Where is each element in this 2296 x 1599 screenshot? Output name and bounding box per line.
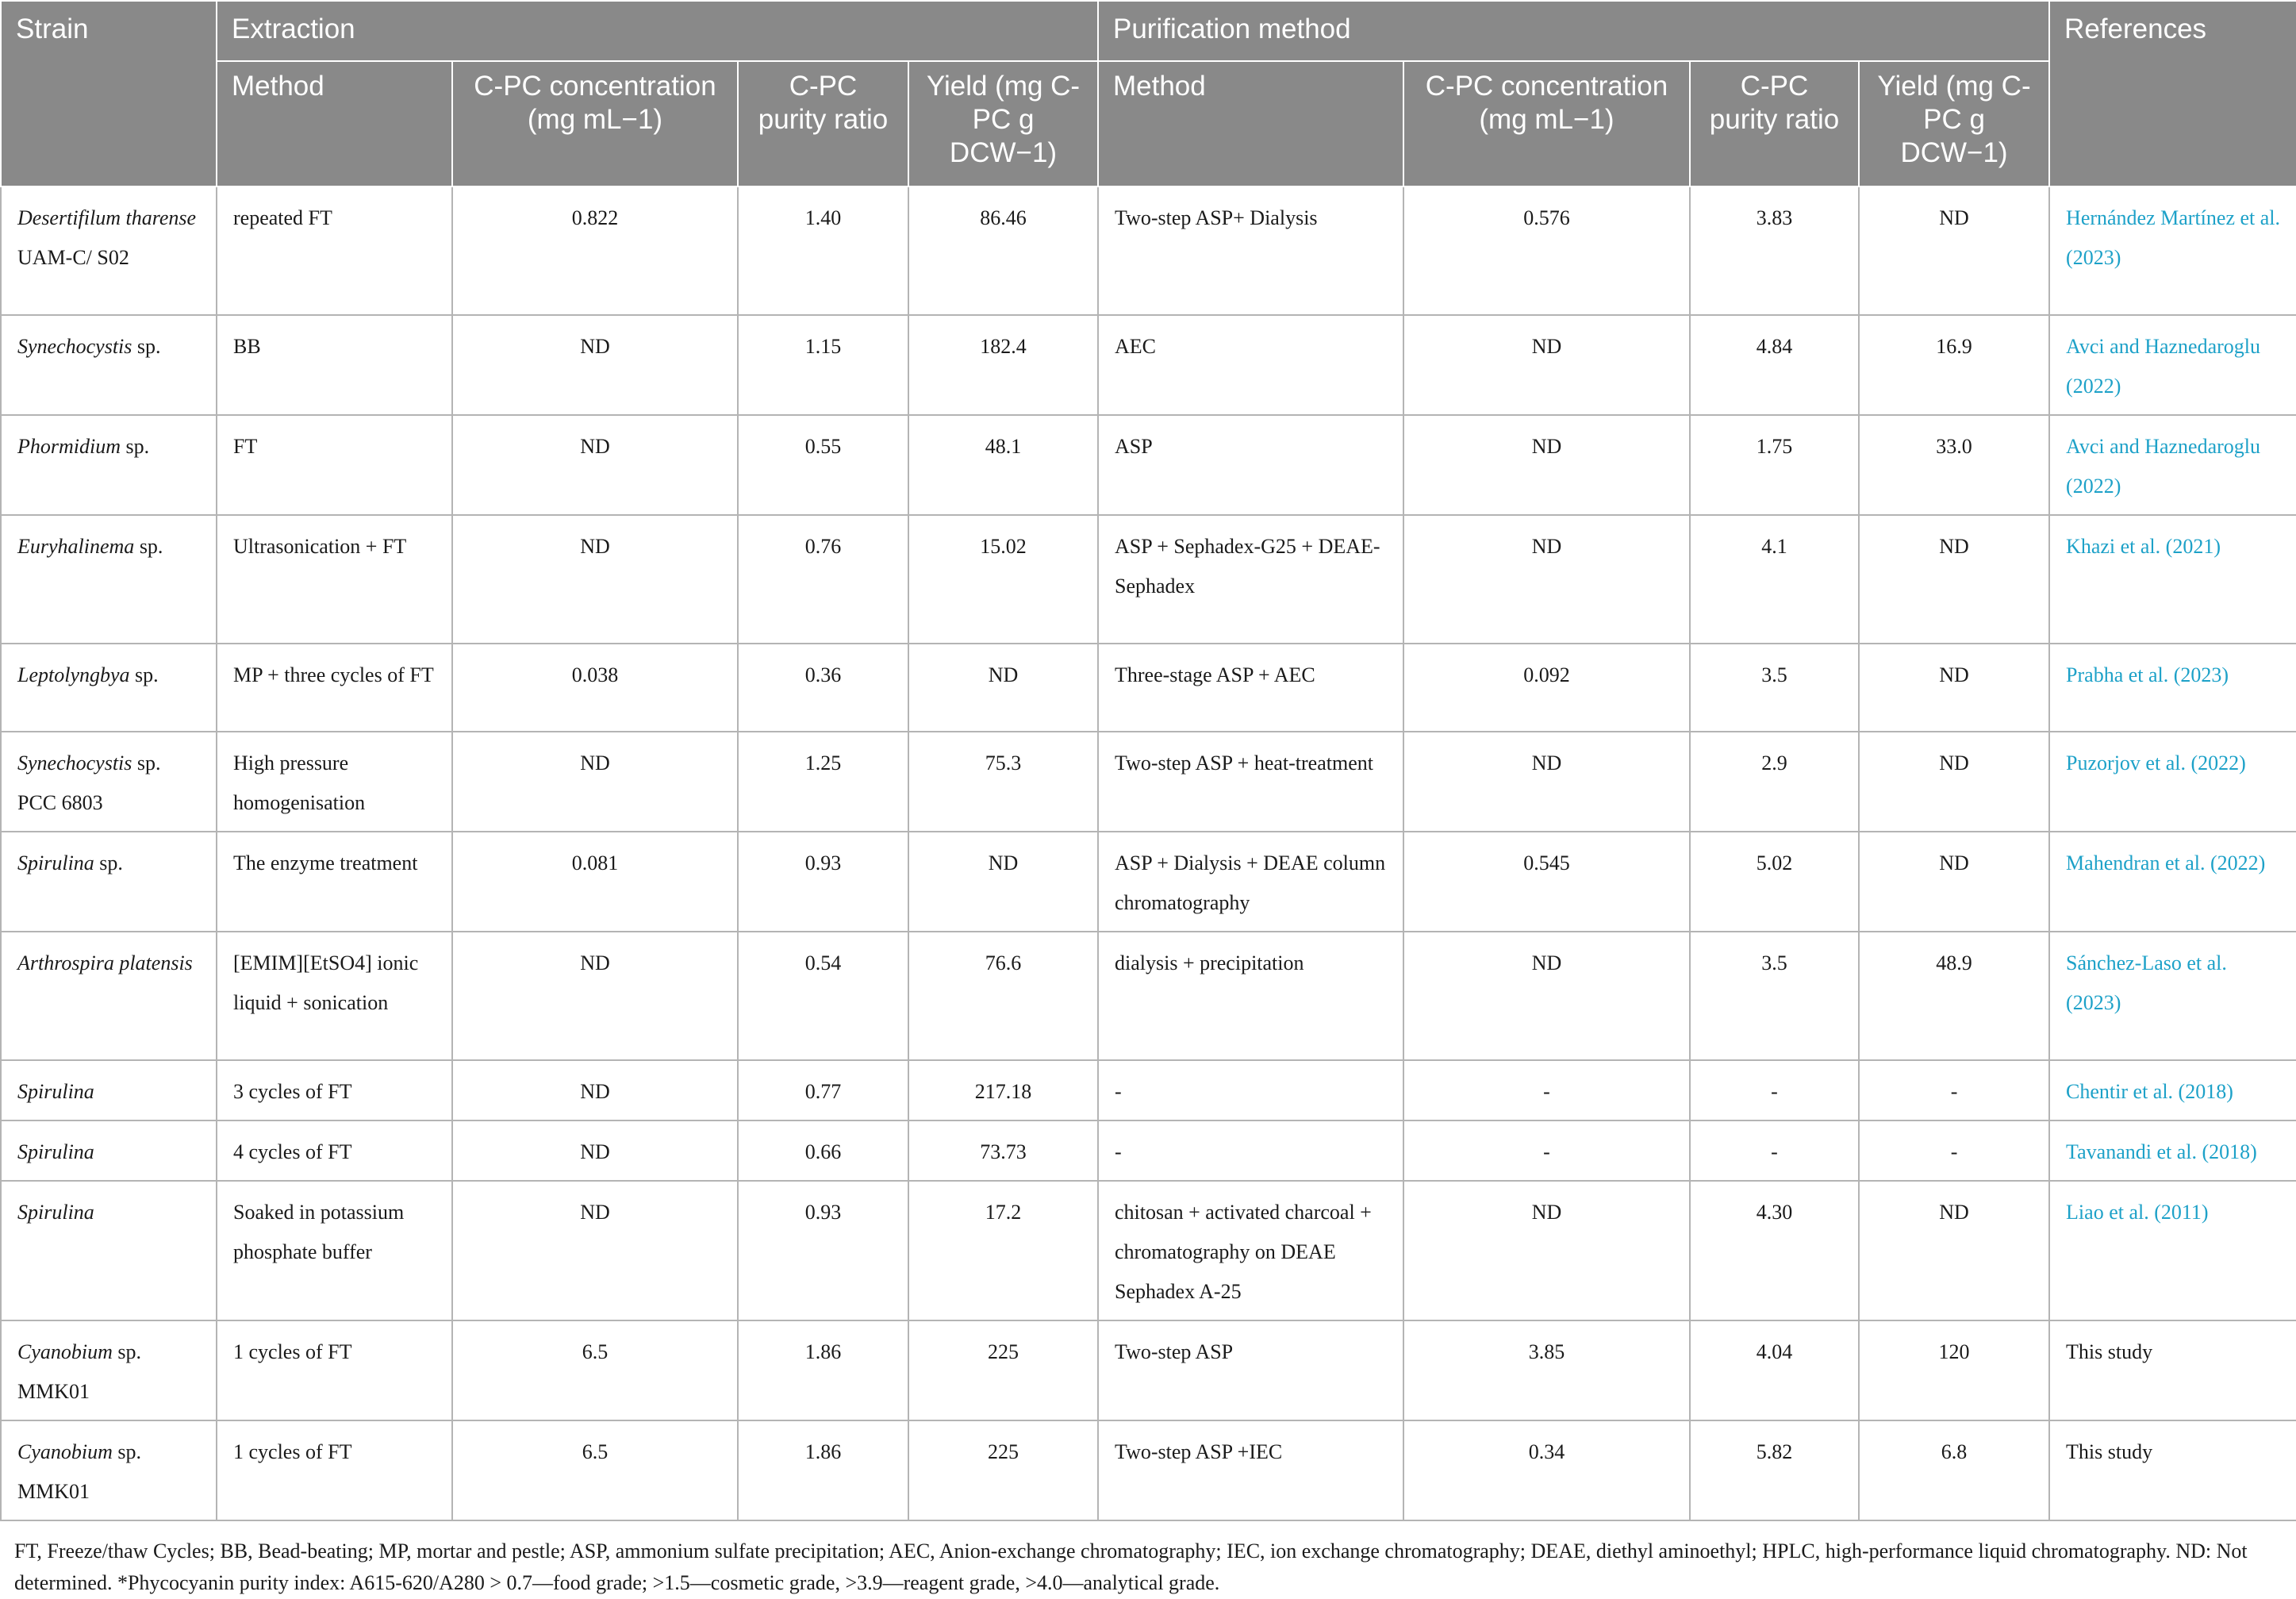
strain-genus: Leptolyngbya — [17, 663, 130, 686]
strain-cell — [1, 644, 217, 732]
strain-cell — [1, 1420, 217, 1520]
pur-method-cell: Two-step ASP — [1098, 1320, 1403, 1420]
pur-purity-cell: 2.9 — [1690, 732, 1859, 832]
table-row — [1, 1060, 2296, 1120]
ext-method-cell: 4 cycles of FT — [217, 1120, 452, 1181]
ext-method-cell: [EMIM][EtSO4] ionic liquid + sonication — [217, 932, 452, 1060]
pur-yield-cell: ND — [1859, 1181, 2049, 1320]
pur-method-cell: Two-step ASP+ Dialysis — [1098, 186, 1403, 315]
pur-concentration-cell: ND — [1403, 315, 1690, 415]
strain-suffix: sp. — [132, 335, 161, 358]
table-row — [1, 415, 2296, 515]
header-ext-purity: C-PC purity ratio — [738, 61, 908, 186]
reference-link[interactable]: Prabha et al. (2023) — [2049, 644, 2296, 732]
pur-yield-cell: 33.0 — [1859, 415, 2049, 515]
ext-yield-cell: 75.3 — [908, 732, 1098, 832]
reference-link[interactable]: Avci and Haznedaroglu (2022) — [2049, 415, 2296, 515]
ext-yield-cell: ND — [908, 644, 1098, 732]
header-references: References — [2049, 1, 2296, 186]
ext-purity-cell: 1.86 — [738, 1420, 908, 1520]
table-header — [1, 1, 2296, 186]
strain-cell — [1, 932, 217, 1060]
strain-suffix: sp. MMK01 — [17, 1440, 142, 1503]
pur-yield-cell: ND — [1859, 832, 2049, 932]
header-ext-method: Method — [217, 61, 452, 186]
ext-yield-cell: ND — [908, 832, 1098, 932]
ext-concentration-cell: 0.038 — [452, 644, 738, 732]
pur-purity-cell: 4.04 — [1690, 1320, 1859, 1420]
pur-yield-cell: - — [1859, 1120, 2049, 1181]
pur-concentration-cell: ND — [1403, 415, 1690, 515]
table-footnote: FT, Freeze/thaw Cycles; BB, Bead-beating; MP, mortar and pestle; ASP, ammonium sulfate precipitation; AEC, Anion-exchange chromatography; IEC, ion exchange chromatography; DEAE, diethyl aminoethyl; HPLC, high-performance liquid chromatography. ND: Not determined. *Phycocyanin purity index: A615-620/A280 > 0.7—food grade; >1.5—cosmetic grade, >3.9—reagent grade, >4.0—analytical grade. — [14, 1539, 2248, 1594]
header-ext-concentration: C-PC concentration (mg mL−1) — [452, 61, 738, 186]
ext-concentration-cell: 6.5 — [452, 1320, 738, 1420]
strain-cell — [1, 1181, 217, 1320]
table-row — [1, 832, 2296, 932]
pur-yield-cell: 120 — [1859, 1320, 2049, 1420]
pur-yield-cell: ND — [1859, 186, 2049, 315]
table-row — [1, 1320, 2296, 1420]
ext-purity-cell: 0.77 — [738, 1060, 908, 1120]
ext-concentration-cell: ND — [452, 1181, 738, 1320]
strain-cell — [1, 186, 217, 315]
pur-concentration-cell: 0.545 — [1403, 832, 1690, 932]
ext-purity-cell: 1.40 — [738, 186, 908, 315]
pur-yield-cell: 16.9 — [1859, 315, 2049, 415]
ext-purity-cell: 1.25 — [738, 732, 908, 832]
ext-yield-cell: 182.4 — [908, 315, 1098, 415]
strain-suffix: sp. — [134, 535, 163, 558]
pur-method-cell: dialysis + precipitation — [1098, 932, 1403, 1060]
ext-method-cell: 3 cycles of FT — [217, 1060, 452, 1120]
pur-purity-cell: 3.5 — [1690, 644, 1859, 732]
strain-genus: Synechocystis — [17, 751, 132, 775]
pur-concentration-cell: ND — [1403, 732, 1690, 832]
ext-purity-cell: 0.54 — [738, 932, 908, 1060]
reference-link[interactable]: Tavanandi et al. (2018) — [2049, 1120, 2296, 1181]
pur-yield-cell: 6.8 — [1859, 1420, 2049, 1520]
table-row — [1, 1181, 2296, 1320]
pur-method-cell: Two-step ASP + heat-treatment — [1098, 732, 1403, 832]
pur-concentration-cell: ND — [1403, 515, 1690, 644]
pur-method-cell: Three-stage ASP + AEC — [1098, 644, 1403, 732]
ext-concentration-cell: ND — [452, 1120, 738, 1181]
pur-method-cell: - — [1098, 1060, 1403, 1120]
reference-link[interactable]: Sánchez-Laso et al. (2023) — [2049, 932, 2296, 1060]
header-purification: Purification method — [1098, 1, 2049, 61]
ext-purity-cell: 0.66 — [738, 1120, 908, 1181]
ext-concentration-cell: 6.5 — [452, 1420, 738, 1520]
table-row — [1, 932, 2296, 1060]
pur-purity-cell: 3.83 — [1690, 186, 1859, 315]
ext-method-cell: High pressure homogenisation — [217, 732, 452, 832]
pur-concentration-cell: - — [1403, 1120, 1690, 1181]
ext-method-cell: BB — [217, 315, 452, 415]
pur-purity-cell: 4.84 — [1690, 315, 1859, 415]
strain-genus: Cyanobium — [17, 1340, 113, 1363]
strain-suffix: sp. — [129, 663, 159, 686]
reference-link[interactable]: Khazi et al. (2021) — [2049, 515, 2296, 644]
strain-suffix: sp. PCC 6803 — [17, 751, 161, 814]
table-row — [1, 1420, 2296, 1520]
ext-purity-cell: 1.86 — [738, 1320, 908, 1420]
ext-yield-cell: 76.6 — [908, 932, 1098, 1060]
strain-suffix: sp. MMK01 — [17, 1340, 142, 1403]
ext-concentration-cell: ND — [452, 515, 738, 644]
ext-yield-cell: 225 — [908, 1420, 1098, 1520]
ext-yield-cell: 48.1 — [908, 415, 1098, 515]
pur-concentration-cell: 0.576 — [1403, 186, 1690, 315]
reference-link[interactable]: Mahendran et al. (2022) — [2049, 832, 2296, 932]
pur-concentration-cell: ND — [1403, 1181, 1690, 1320]
ext-concentration-cell: ND — [452, 932, 738, 1060]
ext-purity-cell: 0.76 — [738, 515, 908, 644]
pur-yield-cell: - — [1859, 1060, 2049, 1120]
table-body — [1, 186, 2296, 1520]
strain-genus: Spirulina — [17, 1080, 94, 1103]
strain-cell — [1, 315, 217, 415]
strain-cell — [1, 415, 217, 515]
ext-concentration-cell: ND — [452, 1060, 738, 1120]
strain-suffix: UAM-C/ S02 — [17, 246, 129, 269]
strain-genus: Spirulina — [17, 1140, 94, 1163]
pur-purity-cell: 4.1 — [1690, 515, 1859, 644]
strain-cell — [1, 732, 217, 832]
ext-purity-cell: 0.93 — [738, 1181, 908, 1320]
ext-method-cell: MP + three cycles of FT — [217, 644, 452, 732]
pur-concentration-cell: 0.092 — [1403, 644, 1690, 732]
ext-method-cell: Ultrasonication + FT — [217, 515, 452, 644]
pur-method-cell: ASP + Sephadex-G25 + DEAE-Sephadex — [1098, 515, 1403, 644]
header-pur-yield: Yield (mg C-PC g DCW−1) — [1859, 61, 2049, 186]
pur-purity-cell: 4.30 — [1690, 1181, 1859, 1320]
strain-cell — [1, 832, 217, 932]
reference-link[interactable]: Chentir et al. (2018) — [2049, 1060, 2296, 1120]
strain-cell — [1, 515, 217, 644]
ext-purity-cell: 0.55 — [738, 415, 908, 515]
ext-purity-cell: 0.36 — [738, 644, 908, 732]
pur-method-cell: chitosan + activated charcoal + chromatography on DEAE Sephadex A-25 — [1098, 1181, 1403, 1320]
reference-cell: This study — [2049, 1320, 2296, 1420]
ext-yield-cell: 15.02 — [908, 515, 1098, 644]
pur-yield-cell: ND — [1859, 732, 2049, 832]
ext-concentration-cell: 0.822 — [452, 186, 738, 315]
ext-concentration-cell: ND — [452, 415, 738, 515]
strain-suffix: sp. — [94, 851, 123, 874]
ext-method-cell: 1 cycles of FT — [217, 1320, 452, 1420]
strain-genus: Cyanobium — [17, 1440, 113, 1463]
strain-suffix: sp. — [121, 435, 150, 458]
strain-genus: Desertifilum tharense — [17, 206, 197, 229]
strain-cell — [1, 1120, 217, 1181]
ext-concentration-cell: ND — [452, 315, 738, 415]
table-row — [1, 315, 2296, 415]
table-row — [1, 644, 2296, 732]
pur-yield-cell: ND — [1859, 515, 2049, 644]
table-row — [1, 186, 2296, 315]
strain-genus: Spirulina — [17, 1201, 94, 1224]
pur-yield-cell: 48.9 — [1859, 932, 2049, 1060]
pur-purity-cell: - — [1690, 1060, 1859, 1120]
table-row — [1, 515, 2296, 644]
pur-method-cell: AEC — [1098, 315, 1403, 415]
pur-concentration-cell: ND — [1403, 932, 1690, 1060]
ext-yield-cell: 86.46 — [908, 186, 1098, 315]
strain-cell — [1, 1320, 217, 1420]
pur-method-cell: ASP + Dialysis + DEAE column chromatography — [1098, 832, 1403, 932]
reference-link[interactable]: Avci and Haznedaroglu (2022) — [2049, 315, 2296, 415]
strain-genus: Synechocystis — [17, 335, 132, 358]
reference-link[interactable]: Hernández Martínez et al. (2023) — [2049, 186, 2296, 315]
ext-method-cell: Soaked in potassium phosphate buffer — [217, 1181, 452, 1320]
pur-method-cell: ASP — [1098, 415, 1403, 515]
header-ext-yield: Yield (mg C-PC g DCW−1) — [908, 61, 1098, 186]
pur-purity-cell: 1.75 — [1690, 415, 1859, 515]
ext-method-cell: The enzyme treatment — [217, 832, 452, 932]
strain-cell — [1, 1060, 217, 1120]
ext-method-cell: repeated FT — [217, 186, 452, 315]
header-strain: Strain — [1, 1, 217, 186]
header-pur-purity: C-PC purity ratio — [1690, 61, 1859, 186]
pur-yield-cell: ND — [1859, 644, 2049, 732]
ext-yield-cell: 17.2 — [908, 1181, 1098, 1320]
strain-genus: Euryhalinema — [17, 535, 135, 558]
ext-yield-cell: 225 — [908, 1320, 1098, 1420]
header-extraction: Extraction — [217, 1, 1098, 61]
ext-concentration-cell: ND — [452, 732, 738, 832]
ext-purity-cell: 0.93 — [738, 832, 908, 932]
table-row — [1, 1120, 2296, 1181]
header-pur-concentration: C-PC concentration (mg mL−1) — [1403, 61, 1690, 186]
pur-concentration-cell: 3.85 — [1403, 1320, 1690, 1420]
reference-link[interactable]: Puzorjov et al. (2022) — [2049, 732, 2296, 832]
strain-genus: Spirulina — [17, 851, 94, 874]
pur-concentration-cell: 0.34 — [1403, 1420, 1690, 1520]
pur-purity-cell: 5.02 — [1690, 832, 1859, 932]
ext-yield-cell: 217.18 — [908, 1060, 1098, 1120]
strain-genus: Arthrospira platensis — [17, 951, 193, 974]
pur-purity-cell: 3.5 — [1690, 932, 1859, 1060]
ext-method-cell: 1 cycles of FT — [217, 1420, 452, 1520]
reference-cell: This study — [2049, 1420, 2296, 1520]
reference-link[interactable]: Liao et al. (2011) — [2049, 1181, 2296, 1320]
header-pur-method: Method — [1098, 61, 1403, 186]
ext-method-cell: FT — [217, 415, 452, 515]
pur-purity-cell: - — [1690, 1120, 1859, 1181]
pur-purity-cell: 5.82 — [1690, 1420, 1859, 1520]
pur-method-cell: - — [1098, 1120, 1403, 1181]
table-row — [1, 732, 2296, 832]
pur-concentration-cell: - — [1403, 1060, 1690, 1120]
pur-method-cell: Two-step ASP +IEC — [1098, 1420, 1403, 1520]
strain-genus: Phormidium — [17, 435, 121, 458]
ext-yield-cell: 73.73 — [908, 1120, 1098, 1181]
ext-purity-cell: 1.15 — [738, 315, 908, 415]
ext-concentration-cell: 0.081 — [452, 832, 738, 932]
